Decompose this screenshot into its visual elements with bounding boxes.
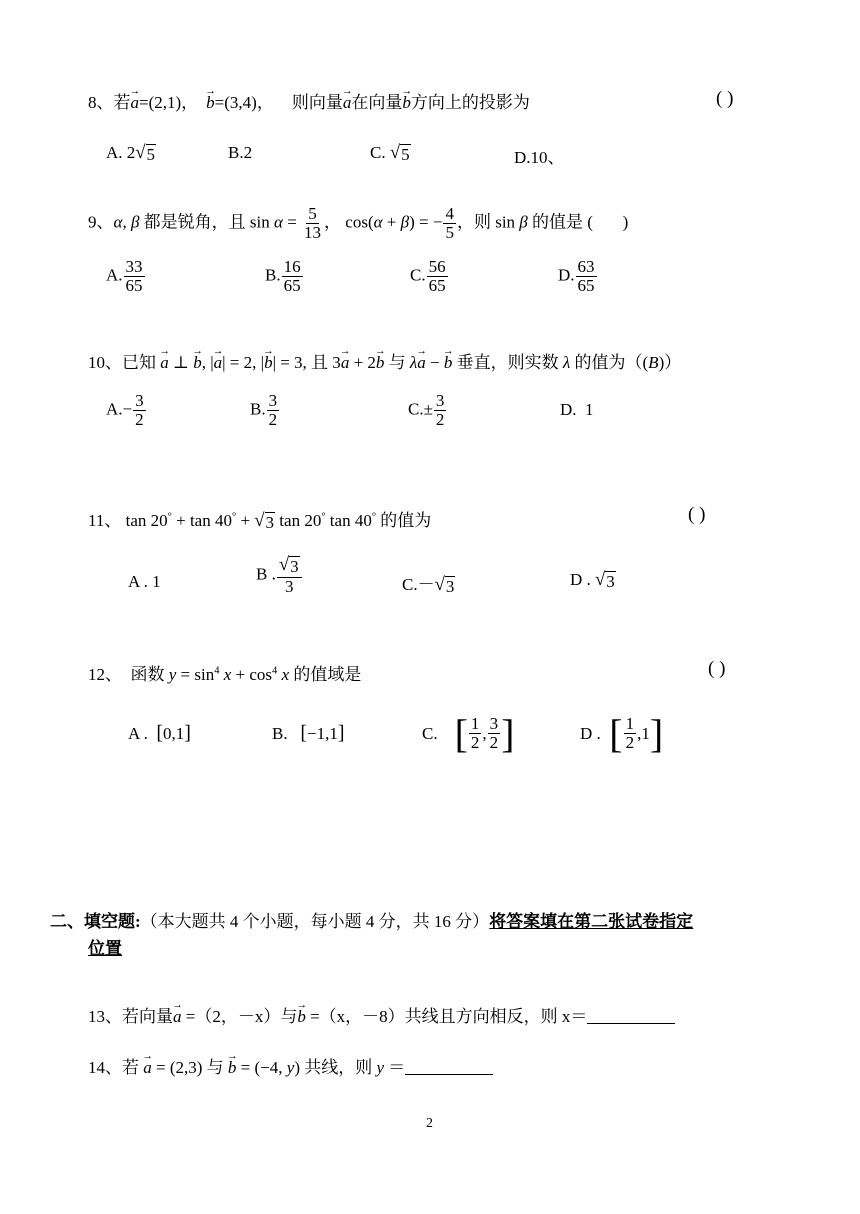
q9-option-a: A. $\frac{33}{65}$ xyxy=(106,257,143,295)
q10-option-a: A.− $\frac{3}{2}$ xyxy=(106,391,144,429)
q8-option-c: C. √ 5 xyxy=(370,142,410,164)
vector-a-2: → a xyxy=(343,93,352,113)
section-2-heading-line2 xyxy=(88,934,122,959)
q11-answer-paren: ( ) xyxy=(688,504,706,525)
question-10: 10、已知 → a ⊥ → b, |→ a| = 2, |→ b| = 3, 且 3→ a + 2→ b 与 λ→ a − → b 垂直，则实数 λ 的值为（(B)） xyxy=(88,348,681,373)
section-2-instruction: 将答案填在第二张试卷指定 xyxy=(489,912,694,931)
q10-option-c: C.± $\frac{3}{2}$ xyxy=(408,391,445,429)
q8-number: 8、若 xyxy=(88,93,131,112)
q8-a-value: =(2,1)， xyxy=(139,93,199,112)
question-8 xyxy=(88,88,530,113)
q12-answer-paren: ( ) xyxy=(708,658,726,679)
q12-option-d: D . [ $\frac{1}{2}$ ,1 ] xyxy=(580,711,664,756)
q12-option-a: A . [0,1] xyxy=(128,722,191,744)
q8-text1: 则向量 xyxy=(291,93,343,112)
vector-a: → a xyxy=(131,93,140,113)
q8-answer-paren: ( ) xyxy=(716,88,734,109)
q11-option-d: D . √ 3 xyxy=(570,569,615,591)
q8-b-value: =(3,4)， xyxy=(214,93,274,112)
question-14: 14、若 → a = (2,3) 与 → b = (−4, y) 共线，则 y ＝ xyxy=(88,1053,493,1078)
q8-option-b: B.2 xyxy=(228,143,253,162)
question-13: 13、若向量→ a =（2，－x）与→ b =（x，－8）共线且方向相反，则 x＝ xyxy=(88,1002,675,1027)
q12-option-c: C. [ $\frac{1}{2}$ , $\frac{3}{2}$ ] xyxy=(422,711,515,756)
q9-option-c: C. $\frac{56}{65}$ xyxy=(410,257,446,295)
q11-option-b: B . √ 3 3 xyxy=(256,556,303,595)
section-2-instruction-2: 位置 xyxy=(88,939,122,958)
section-2-title: 二、填空题: xyxy=(50,912,141,931)
section-2-desc: （本大题共 4 个小题，每小题 4 分，共 16 分） xyxy=(140,912,490,931)
q8-text3: 方向上的投影为 xyxy=(410,93,530,112)
q10-option-b: B. $\frac{3}{2}$ xyxy=(250,391,278,429)
vector-b-2: → b xyxy=(402,93,411,113)
q11-option-c: C.－ √ 3 xyxy=(402,574,455,596)
q8-option-a: A. 2 √ 5 xyxy=(106,142,156,164)
q9-option-b: B. $\frac{16}{65}$ xyxy=(265,257,301,295)
question-9: 9、α, β 都是锐角，且 sin α = $\frac{5}{13}$ ， cos(α + β) = − $\frac{4}{5}$ ，则 sin β 的值是 ( ) xyxy=(88,204,629,242)
q13-answer-blank[interactable] xyxy=(587,1005,675,1024)
q10-option-d: D. 1 xyxy=(560,400,594,419)
q9-option-d: D. $\frac{63}{65}$ xyxy=(558,257,595,295)
question-11: 11、 tan 20° + tan 40° + √ 3 tan 20° tan 40° 的值为 xyxy=(88,510,432,532)
q8-option-d: D.10、 xyxy=(514,148,565,167)
question-12: 12、 函数 $y = \sin^4 x + \cos^4 x$ 的值域是 xyxy=(88,665,362,684)
vector-b: → b xyxy=(206,93,215,113)
q12-option-b: B. [−1,1] xyxy=(272,722,345,744)
q11-option-a: A . 1 xyxy=(128,572,161,591)
q14-answer-blank[interactable] xyxy=(405,1056,493,1075)
section-2-heading xyxy=(50,907,693,932)
q8-text2: 在向量 xyxy=(351,93,403,112)
page-number: 2 xyxy=(426,1116,433,1131)
